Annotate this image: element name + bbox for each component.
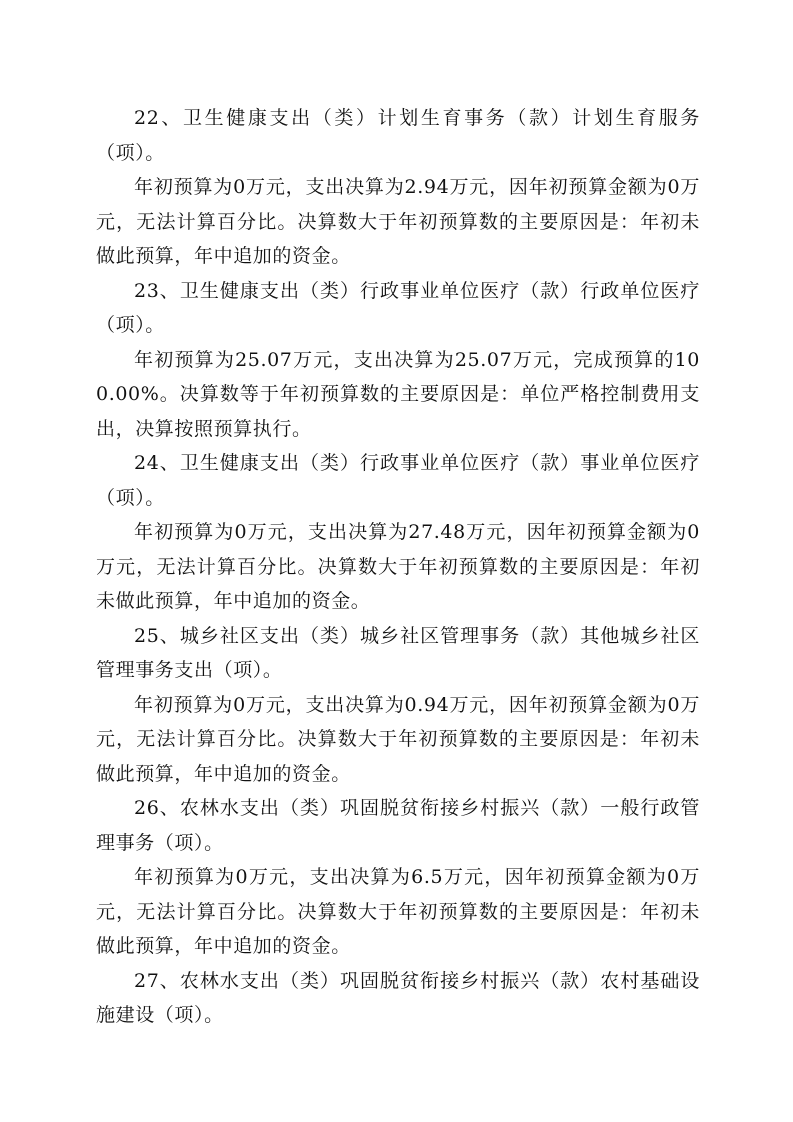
- item-heading-26: 26、农林水支出（类）巩固脱贫衔接乡村振兴（款）一般行政管理事务（项）。: [96, 797, 700, 854]
- item-heading-23: 23、卫生健康支出（类）行政事业单位医疗（款）行政单位医疗（项）。: [96, 279, 700, 336]
- document-body: [96, 101, 700, 1033]
- item-heading-25: 25、城乡社区支出（类）城乡社区管理事务（款）其他城乡社区管理事务支出（项）。: [96, 624, 700, 681]
- item-heading-24: 24、卫生健康支出（类）行政事业单位医疗（款）事业单位医疗（项）。: [96, 452, 700, 509]
- item-explanation-22: 年初预算为0万元，支出决算为2.94万元，因年初预算金额为0万元，无法计算百分比。决算数大于年初预算数的主要原因是：年初未做此预算，年中追加的资金。: [96, 176, 700, 267]
- item-explanation-26: 年初预算为0万元，支出决算为6.5万元，因年初预算金额为0万元，无法计算百分比。决算数大于年初预算数的主要原因是：年初未做此预算，年中追加的资金。: [96, 866, 700, 957]
- item-heading-22: 22、卫生健康支出（类）计划生育事务（款）计划生育服务（项）。: [96, 107, 700, 164]
- item-heading-27: 27、农林水支出（类）巩固脱贫衔接乡村振兴（款）农村基础设施建设（项）。: [96, 969, 700, 1026]
- item-explanation-23: 年初预算为25.07万元，支出决算为25.07万元，完成预算的100.00%。决算数等于年初预算数的主要原因是：单位严格控制费用支出，决算按照预算执行。: [96, 348, 700, 440]
- item-explanation-24: 年初预算为0万元，支出决算为27.48万元，因年初预算金额为0万元，无法计算百分比。决算数大于年初预算数的主要原因是：年初未做此预算，年中追加的资金。: [96, 521, 700, 612]
- item-explanation-25: 年初预算为0万元，支出决算为0.94万元，因年初预算金额为0万元，无法计算百分比。决算数大于年初预算数的主要原因是：年初未做此预算，年中追加的资金。: [96, 693, 700, 785]
